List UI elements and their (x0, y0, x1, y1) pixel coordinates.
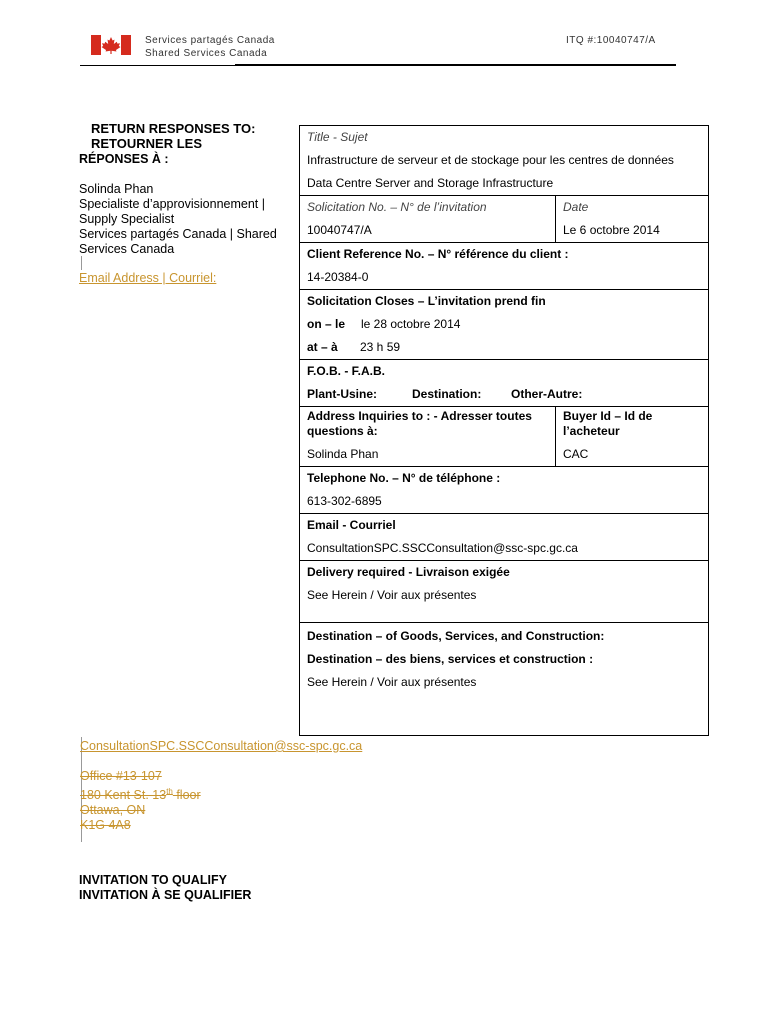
closes-on (300, 313, 708, 336)
return-title (91, 121, 255, 151)
phone-cell (300, 467, 709, 514)
old-address-line-3: Ottawa, ON (80, 803, 146, 818)
old-address (80, 769, 201, 833)
return-title-line-2: RETOURNER LES (91, 136, 202, 151)
old-address-line-1: Office #13-107 (80, 769, 162, 783)
client-ref-value: 14-20384-0 (307, 270, 369, 284)
title-label: Title - Sujet (307, 130, 368, 144)
return-title-line-3: RÉPONSES À : (79, 152, 169, 166)
buyer-value: CAC (563, 447, 589, 461)
title-en: Data Centre Server and Storage Infrastructure (307, 176, 554, 190)
solicitation-cell (300, 196, 556, 243)
email-address-label[interactable]: Email Address | Courriel: (79, 271, 217, 285)
phone-value: 613-302-6895 (307, 494, 382, 508)
at-label: at – à (307, 340, 338, 354)
org-name-en: Shared Services Canada (145, 48, 268, 59)
return-title-line-1: RETURN RESPONSES TO: (91, 121, 256, 136)
buyer-label: Buyer Id – Id de l’acheteur (563, 409, 653, 438)
date-cell (556, 196, 709, 243)
canada-flag-icon (91, 35, 131, 55)
header-org-names (145, 34, 275, 60)
date-label: Date (563, 200, 589, 214)
email-cell (300, 514, 709, 561)
email-label: Email - Courriel (307, 518, 396, 532)
fob-label: F.O.B. - F.A.B. (307, 364, 385, 378)
itq-number: ITQ #:10040747/A (566, 35, 656, 46)
client-ref-cell (300, 243, 709, 290)
inquiries-label: Address Inquiries to : - Adresser toutes questions à: (307, 409, 532, 438)
dest-value: See Herein / Voir aux présentes (307, 675, 477, 689)
other-option[interactable]: Other-Autre: (511, 387, 583, 401)
fob-options (300, 383, 708, 406)
title-fr: Infrastructure de serveur et de stockage pour les centres de données (307, 153, 674, 167)
plant-option[interactable]: Plant-Usine: (307, 387, 378, 401)
at-value: 23 h 59 (360, 340, 401, 354)
contact-block (79, 182, 277, 257)
date-value: Le 6 octobre 2014 (563, 223, 660, 237)
delivery-label: Delivery required - Livraison exigée (307, 565, 510, 579)
header-rule-thick (235, 64, 676, 66)
closes-label: Solicitation Closes – L’invitation prend fin (307, 294, 546, 308)
fob-cell (300, 360, 709, 407)
contact-org-2: Services Canada (79, 242, 175, 256)
invitation-en: INVITATION TO QUALIFY (79, 873, 227, 887)
delivery-value: See Herein / Voir aux présentes (307, 588, 477, 602)
contact-role-1: Specialiste d’approvisionnement | (79, 197, 265, 211)
closes-at (300, 336, 708, 359)
invitation-title (79, 873, 251, 903)
phone-label: Telephone No. – N° de téléphone : (307, 471, 501, 485)
contact-org-1: Services partagés Canada | Shared (79, 227, 277, 241)
closes-cell (300, 290, 709, 360)
dest-en-label: Destination – of Goods, Services, and Construction: (307, 629, 605, 643)
invitation-fr: INVITATION À SE QUALIFIER (79, 888, 252, 902)
org-name-fr: Services partagés Canada (145, 35, 275, 46)
delivery-cell (300, 561, 709, 623)
solicitation-form (299, 125, 709, 736)
on-label: on – le (307, 317, 346, 331)
inquiries-value: Solinda Phan (307, 447, 379, 461)
edit-marker (81, 256, 82, 270)
contact-name: Solinda Phan (79, 182, 154, 196)
solicitation-label: Solicitation No. – N° de l’invitation (307, 200, 487, 214)
solicitation-value: 10040747/A (307, 223, 372, 237)
inquiries-cell (300, 407, 556, 467)
client-ref-label: Client Reference No. – N° référence du client : (307, 247, 569, 261)
buyer-cell (556, 407, 709, 467)
email-link[interactable]: ConsultationSPC.SSCConsultation@ssc-spc.gc.ca (80, 739, 363, 753)
email-value: ConsultationSPC.SSCConsultation@ssc-spc.gc.ca (307, 541, 578, 555)
old-address-line-2: 180 Kent St. 13th floor (80, 787, 201, 803)
destination-cell (300, 623, 709, 736)
old-address-line-4: K1G 4A8 (80, 818, 131, 833)
destination-option[interactable]: Destination: (412, 387, 482, 401)
dest-fr-label: Destination – des biens, services et construction : (307, 652, 594, 666)
contact-role-2: Supply Specialist (79, 212, 175, 226)
title-cell (300, 126, 709, 196)
on-value: le 28 octobre 2014 (361, 317, 461, 331)
